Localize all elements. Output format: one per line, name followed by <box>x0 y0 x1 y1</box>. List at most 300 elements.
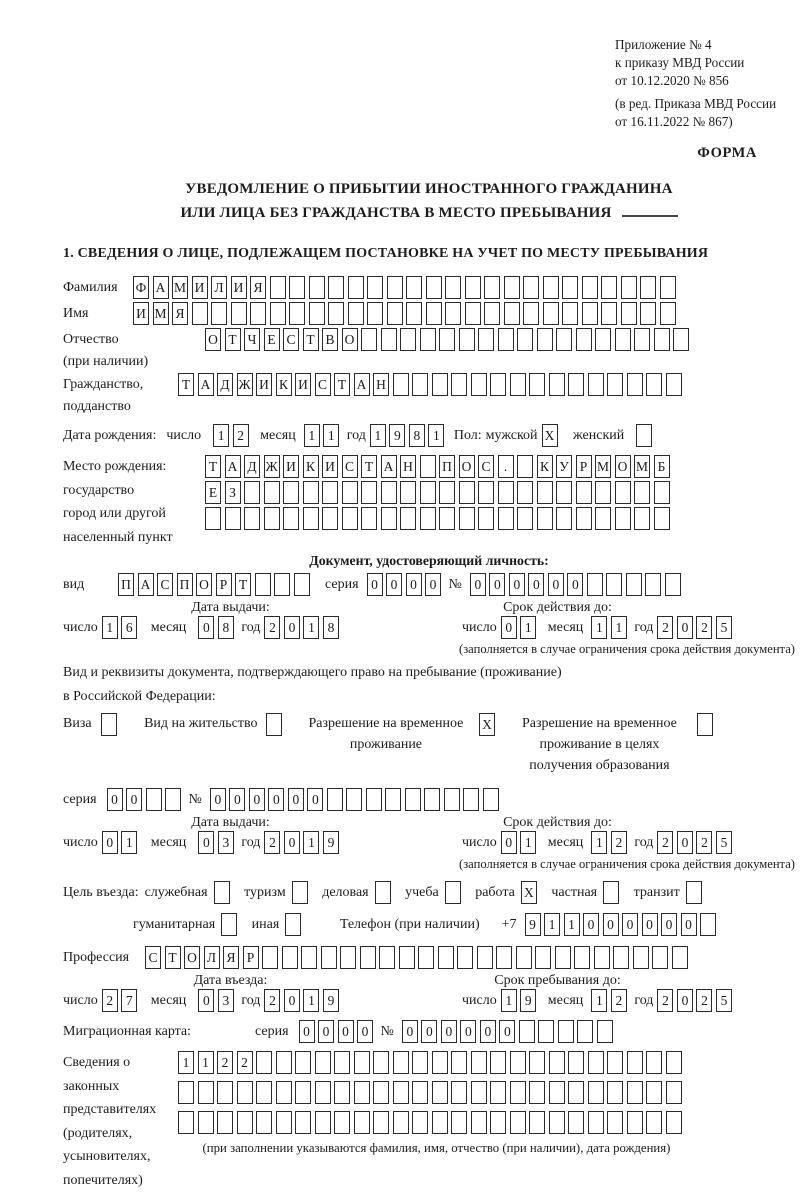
char-cell[interactable]: Я <box>223 946 239 969</box>
char-cell[interactable] <box>393 1051 409 1074</box>
char-cell[interactable] <box>529 1111 545 1134</box>
char-cell[interactable] <box>640 302 656 325</box>
char-cell[interactable]: А <box>138 573 154 596</box>
char-cell[interactable] <box>361 507 377 530</box>
char-cell[interactable] <box>582 302 598 325</box>
char-cell[interactable]: Д <box>217 373 233 396</box>
char-cell[interactable]: 2 <box>696 616 712 639</box>
char-cell[interactable]: 1 <box>520 616 536 639</box>
char-cell[interactable] <box>478 328 494 351</box>
char-cell[interactable] <box>660 276 676 299</box>
char-cell[interactable] <box>478 481 494 504</box>
char-cell[interactable] <box>549 1081 565 1104</box>
char-cell[interactable]: 5 <box>716 616 732 639</box>
char-cell[interactable]: И <box>192 276 208 299</box>
char-cell[interactable] <box>555 946 571 969</box>
char-cell[interactable] <box>420 481 436 504</box>
char-cell[interactable]: 2 <box>657 616 673 639</box>
char-cell[interactable] <box>654 328 670 351</box>
char-cell[interactable] <box>432 373 448 396</box>
char-cell[interactable]: Р <box>243 946 259 969</box>
char-cell[interactable]: . <box>498 455 514 478</box>
char-cell[interactable]: 0 <box>528 573 544 596</box>
char-cell[interactable]: 0 <box>102 831 118 854</box>
char-cell[interactable] <box>178 1081 194 1104</box>
char-cell[interactable] <box>634 507 650 530</box>
char-cell[interactable] <box>477 946 493 969</box>
char-cell[interactable]: 2 <box>264 989 280 1012</box>
char-cell[interactable] <box>165 788 181 811</box>
char-cell[interactable]: 1 <box>303 831 319 854</box>
char-cell[interactable]: 1 <box>323 424 339 447</box>
char-cell[interactable] <box>451 373 467 396</box>
char-cell[interactable] <box>375 881 391 904</box>
char-cell[interactable] <box>276 1081 292 1104</box>
char-cell[interactable] <box>426 302 442 325</box>
char-cell[interactable]: 1 <box>501 989 517 1012</box>
char-cell[interactable]: 0 <box>567 573 583 596</box>
char-cell[interactable]: Р <box>576 455 592 478</box>
char-cell[interactable] <box>535 946 551 969</box>
char-cell[interactable]: М <box>634 455 650 478</box>
char-cell[interactable]: 0 <box>299 1020 315 1043</box>
char-cell[interactable]: П <box>177 573 193 596</box>
char-cell[interactable] <box>445 302 461 325</box>
char-cell[interactable] <box>244 507 260 530</box>
char-cell[interactable] <box>385 788 401 811</box>
char-cell[interactable] <box>367 276 383 299</box>
char-cell[interactable]: 8 <box>409 424 425 447</box>
char-cell[interactable] <box>340 946 356 969</box>
char-cell[interactable] <box>426 276 442 299</box>
char-cell[interactable] <box>549 1051 565 1074</box>
char-cell[interactable] <box>439 481 455 504</box>
char-cell[interactable] <box>519 1020 535 1043</box>
char-cell[interactable]: 1 <box>198 1051 214 1074</box>
char-cell[interactable]: С <box>283 328 299 351</box>
char-cell[interactable]: 0 <box>501 616 517 639</box>
char-cell[interactable] <box>517 481 533 504</box>
char-cell[interactable] <box>295 1051 311 1074</box>
char-cell[interactable] <box>568 1111 584 1134</box>
char-cell[interactable] <box>256 1111 272 1134</box>
char-cell[interactable] <box>322 481 338 504</box>
char-cell[interactable] <box>198 1111 214 1134</box>
char-cell[interactable]: Н <box>400 455 416 478</box>
char-cell[interactable]: 8 <box>218 616 234 639</box>
char-cell[interactable]: 0 <box>268 788 284 811</box>
char-cell[interactable]: Б <box>654 455 670 478</box>
char-cell[interactable] <box>420 328 436 351</box>
char-cell[interactable] <box>577 1020 593 1043</box>
char-cell[interactable]: П <box>118 573 134 596</box>
char-cell[interactable]: 1 <box>121 831 137 854</box>
char-cell[interactable]: 1 <box>102 616 118 639</box>
char-cell[interactable]: 1 <box>304 424 320 447</box>
char-cell[interactable] <box>465 302 481 325</box>
char-cell[interactable]: 0 <box>386 573 402 596</box>
char-cell[interactable] <box>321 946 337 969</box>
char-cell[interactable] <box>418 946 434 969</box>
char-cell[interactable] <box>666 1111 682 1134</box>
char-cell[interactable]: 1 <box>303 989 319 1012</box>
char-cell[interactable] <box>666 1081 682 1104</box>
char-cell[interactable] <box>645 573 661 596</box>
char-cell[interactable] <box>432 1051 448 1074</box>
char-cell[interactable] <box>543 276 559 299</box>
char-cell[interactable] <box>327 788 343 811</box>
char-cell[interactable] <box>451 1051 467 1074</box>
char-cell[interactable]: 2 <box>696 989 712 1012</box>
char-cell[interactable]: 2 <box>217 1051 233 1074</box>
char-cell[interactable] <box>432 1081 448 1104</box>
char-cell[interactable] <box>262 946 278 969</box>
char-cell[interactable] <box>264 507 280 530</box>
char-cell[interactable] <box>607 1051 623 1074</box>
char-cell[interactable] <box>510 373 526 396</box>
char-cell[interactable] <box>510 1111 526 1134</box>
char-cell[interactable] <box>556 507 572 530</box>
char-cell[interactable]: 0 <box>357 1020 373 1043</box>
char-cell[interactable] <box>633 946 649 969</box>
char-cell[interactable]: Я <box>172 302 188 325</box>
char-cell[interactable] <box>490 1111 506 1134</box>
char-cell[interactable] <box>264 481 280 504</box>
char-cell[interactable]: А <box>225 455 241 478</box>
char-cell[interactable] <box>471 373 487 396</box>
char-cell[interactable] <box>256 1051 272 1074</box>
char-cell[interactable] <box>504 276 520 299</box>
char-cell[interactable] <box>420 507 436 530</box>
char-cell[interactable] <box>373 1081 389 1104</box>
char-cell[interactable]: 1 <box>520 831 536 854</box>
char-cell[interactable]: 2 <box>696 831 712 854</box>
char-cell[interactable] <box>292 881 308 904</box>
char-cell[interactable] <box>568 1081 584 1104</box>
char-cell[interactable]: Ч <box>244 328 260 351</box>
char-cell[interactable]: 1 <box>303 616 319 639</box>
char-cell[interactable] <box>646 1111 662 1134</box>
char-cell[interactable] <box>315 1081 331 1104</box>
char-cell[interactable] <box>255 573 271 596</box>
char-cell[interactable]: Е <box>264 328 280 351</box>
char-cell[interactable]: 0 <box>642 913 658 936</box>
char-cell[interactable] <box>366 788 382 811</box>
char-cell[interactable]: 2 <box>611 989 627 1012</box>
char-cell[interactable] <box>459 507 475 530</box>
char-cell[interactable]: Т <box>165 946 181 969</box>
char-cell[interactable] <box>405 788 421 811</box>
char-cell[interactable]: М <box>595 455 611 478</box>
char-cell[interactable] <box>613 946 629 969</box>
char-cell[interactable]: 0 <box>284 831 300 854</box>
char-cell[interactable] <box>315 1111 331 1134</box>
char-cell[interactable] <box>588 1081 604 1104</box>
char-cell[interactable] <box>295 1111 311 1134</box>
char-cell[interactable] <box>646 373 662 396</box>
char-cell[interactable] <box>459 328 475 351</box>
char-cell[interactable] <box>294 573 310 596</box>
char-cell[interactable] <box>517 455 533 478</box>
char-cell[interactable] <box>381 507 397 530</box>
char-cell[interactable] <box>342 507 358 530</box>
char-cell[interactable] <box>328 302 344 325</box>
char-cell[interactable]: 2 <box>657 831 673 854</box>
char-cell[interactable] <box>303 481 319 504</box>
char-cell[interactable]: 1 <box>178 1051 194 1074</box>
char-cell[interactable] <box>457 946 473 969</box>
char-cell[interactable] <box>289 302 305 325</box>
char-cell[interactable]: Ж <box>264 455 280 478</box>
char-cell[interactable] <box>654 481 670 504</box>
char-cell[interactable] <box>412 1081 428 1104</box>
char-cell[interactable]: 2 <box>611 831 627 854</box>
char-cell[interactable]: 0 <box>249 788 265 811</box>
char-cell[interactable] <box>387 302 403 325</box>
char-cell[interactable]: З <box>225 481 241 504</box>
char-cell[interactable] <box>399 946 415 969</box>
char-cell[interactable] <box>504 302 520 325</box>
char-cell[interactable] <box>439 328 455 351</box>
char-cell[interactable]: И <box>295 373 311 396</box>
char-cell[interactable]: 0 <box>284 989 300 1012</box>
char-cell[interactable] <box>673 328 689 351</box>
char-cell[interactable]: 1 <box>591 989 607 1012</box>
char-cell[interactable] <box>549 1111 565 1134</box>
char-cell[interactable] <box>451 1081 467 1104</box>
char-cell[interactable] <box>334 1111 350 1134</box>
char-cell[interactable] <box>627 373 643 396</box>
char-cell[interactable]: Т <box>205 455 221 478</box>
char-cell[interactable] <box>636 424 652 447</box>
char-cell[interactable]: 9 <box>525 913 541 936</box>
char-cell[interactable]: С <box>478 455 494 478</box>
char-cell[interactable]: К <box>303 455 319 478</box>
char-cell[interactable] <box>627 1081 643 1104</box>
char-cell[interactable] <box>221 913 237 936</box>
char-cell[interactable]: 0 <box>338 1020 354 1043</box>
char-cell[interactable] <box>595 328 611 351</box>
char-cell[interactable] <box>432 1111 448 1134</box>
char-cell[interactable]: 5 <box>716 989 732 1012</box>
char-cell[interactable]: Ж <box>237 373 253 396</box>
char-cell[interactable] <box>283 507 299 530</box>
char-cell[interactable]: Ф <box>133 276 149 299</box>
char-cell[interactable]: 0 <box>198 831 214 854</box>
char-cell[interactable] <box>517 328 533 351</box>
char-cell[interactable]: М <box>153 302 169 325</box>
char-cell[interactable] <box>529 1081 545 1104</box>
char-cell[interactable] <box>381 328 397 351</box>
char-cell[interactable] <box>523 276 539 299</box>
char-cell[interactable]: Е <box>205 481 221 504</box>
char-cell[interactable]: 0 <box>318 1020 334 1043</box>
char-cell[interactable] <box>315 1051 331 1074</box>
char-cell[interactable] <box>301 946 317 969</box>
char-cell[interactable] <box>471 1051 487 1074</box>
char-cell[interactable] <box>666 1051 682 1074</box>
char-cell[interactable] <box>373 1111 389 1134</box>
char-cell[interactable] <box>146 788 162 811</box>
char-cell[interactable] <box>282 946 298 969</box>
char-cell[interactable] <box>438 946 454 969</box>
char-cell[interactable] <box>498 481 514 504</box>
char-cell[interactable]: К <box>276 373 292 396</box>
char-cell[interactable] <box>594 946 610 969</box>
char-cell[interactable]: 0 <box>622 913 638 936</box>
char-cell[interactable]: А <box>153 276 169 299</box>
char-cell[interactable]: 3 <box>218 831 234 854</box>
char-cell[interactable]: 0 <box>406 573 422 596</box>
char-cell[interactable] <box>295 1081 311 1104</box>
char-cell[interactable]: Т <box>235 573 251 596</box>
char-cell[interactable] <box>615 481 631 504</box>
char-cell[interactable] <box>615 328 631 351</box>
char-cell[interactable]: 0 <box>499 1020 515 1043</box>
char-cell[interactable] <box>538 1020 554 1043</box>
char-cell[interactable]: 2 <box>264 831 280 854</box>
char-cell[interactable] <box>465 276 481 299</box>
char-cell[interactable]: Т <box>178 373 194 396</box>
char-cell[interactable]: Т <box>334 373 350 396</box>
char-cell[interactable] <box>400 507 416 530</box>
char-cell[interactable] <box>214 881 230 904</box>
char-cell[interactable] <box>490 1081 506 1104</box>
char-cell[interactable] <box>484 276 500 299</box>
char-cell[interactable] <box>309 276 325 299</box>
char-cell[interactable]: С <box>342 455 358 478</box>
char-cell[interactable] <box>483 788 499 811</box>
char-cell[interactable] <box>256 1081 272 1104</box>
char-cell[interactable] <box>626 573 642 596</box>
char-cell[interactable] <box>361 481 377 504</box>
char-cell[interactable]: 5 <box>716 831 732 854</box>
char-cell[interactable]: 0 <box>284 616 300 639</box>
char-cell[interactable] <box>517 507 533 530</box>
char-cell[interactable] <box>412 1051 428 1074</box>
char-cell[interactable] <box>537 507 553 530</box>
char-cell[interactable] <box>484 302 500 325</box>
char-cell[interactable] <box>627 1051 643 1074</box>
char-cell[interactable]: 0 <box>198 616 214 639</box>
char-cell[interactable]: Т <box>225 328 241 351</box>
char-cell[interactable]: 2 <box>237 1051 253 1074</box>
char-cell[interactable] <box>597 1020 613 1043</box>
char-cell[interactable] <box>496 946 512 969</box>
char-cell[interactable] <box>445 881 461 904</box>
char-cell[interactable] <box>459 481 475 504</box>
char-cell[interactable] <box>393 1081 409 1104</box>
char-cell[interactable]: И <box>283 455 299 478</box>
char-cell[interactable] <box>556 481 572 504</box>
char-cell[interactable]: 0 <box>210 788 226 811</box>
char-cell[interactable] <box>549 373 565 396</box>
char-cell[interactable]: О <box>184 946 200 969</box>
char-cell[interactable] <box>328 276 344 299</box>
char-cell[interactable] <box>634 328 650 351</box>
char-cell[interactable] <box>322 507 338 530</box>
char-cell[interactable]: X <box>521 881 537 904</box>
char-cell[interactable] <box>348 276 364 299</box>
char-cell[interactable]: А <box>198 373 214 396</box>
char-cell[interactable] <box>244 481 260 504</box>
char-cell[interactable] <box>274 573 290 596</box>
char-cell[interactable] <box>601 302 617 325</box>
char-cell[interactable]: 1 <box>611 616 627 639</box>
char-cell[interactable] <box>621 276 637 299</box>
char-cell[interactable]: 0 <box>548 573 564 596</box>
char-cell[interactable]: 0 <box>470 573 486 596</box>
char-cell[interactable] <box>334 1051 350 1074</box>
char-cell[interactable] <box>607 1111 623 1134</box>
char-cell[interactable] <box>498 507 514 530</box>
char-cell[interactable] <box>178 1111 194 1134</box>
char-cell[interactable]: И <box>322 455 338 478</box>
char-cell[interactable] <box>289 276 305 299</box>
char-cell[interactable]: 0 <box>460 1020 476 1043</box>
char-cell[interactable] <box>490 1051 506 1074</box>
char-cell[interactable]: 1 <box>564 913 580 936</box>
char-cell[interactable] <box>646 1081 662 1104</box>
char-cell[interactable] <box>276 1051 292 1074</box>
char-cell[interactable]: 1 <box>591 616 607 639</box>
char-cell[interactable] <box>348 302 364 325</box>
char-cell[interactable] <box>562 276 578 299</box>
char-cell[interactable]: 0 <box>126 788 142 811</box>
char-cell[interactable] <box>354 1111 370 1134</box>
char-cell[interactable]: А <box>354 373 370 396</box>
char-cell[interactable] <box>529 1051 545 1074</box>
char-cell[interactable]: 6 <box>121 616 137 639</box>
char-cell[interactable]: X <box>479 713 495 736</box>
char-cell[interactable] <box>237 1111 253 1134</box>
char-cell[interactable]: О <box>205 328 221 351</box>
char-cell[interactable] <box>367 302 383 325</box>
char-cell[interactable]: 0 <box>441 1020 457 1043</box>
char-cell[interactable] <box>582 276 598 299</box>
char-cell[interactable]: 0 <box>583 913 599 936</box>
char-cell[interactable] <box>498 328 514 351</box>
char-cell[interactable] <box>537 481 553 504</box>
char-cell[interactable]: 0 <box>681 913 697 936</box>
char-cell[interactable] <box>607 1081 623 1104</box>
char-cell[interactable] <box>309 302 325 325</box>
char-cell[interactable]: 0 <box>509 573 525 596</box>
char-cell[interactable]: Т <box>361 455 377 478</box>
char-cell[interactable] <box>576 507 592 530</box>
char-cell[interactable]: С <box>145 946 161 969</box>
char-cell[interactable]: К <box>537 455 553 478</box>
char-cell[interactable] <box>400 481 416 504</box>
char-cell[interactable]: О <box>615 455 631 478</box>
char-cell[interactable]: 1 <box>544 913 560 936</box>
char-cell[interactable] <box>490 373 506 396</box>
char-cell[interactable]: 2 <box>233 424 249 447</box>
char-cell[interactable] <box>387 276 403 299</box>
char-cell[interactable]: 2 <box>102 989 118 1012</box>
char-cell[interactable] <box>283 481 299 504</box>
char-cell[interactable] <box>666 373 682 396</box>
char-cell[interactable] <box>478 507 494 530</box>
char-cell[interactable] <box>595 481 611 504</box>
char-cell[interactable] <box>463 788 479 811</box>
char-cell[interactable]: Л <box>204 946 220 969</box>
char-cell[interactable] <box>471 1081 487 1104</box>
char-cell[interactable] <box>568 373 584 396</box>
char-cell[interactable] <box>576 481 592 504</box>
char-cell[interactable] <box>346 788 362 811</box>
char-cell[interactable]: Я <box>250 276 266 299</box>
